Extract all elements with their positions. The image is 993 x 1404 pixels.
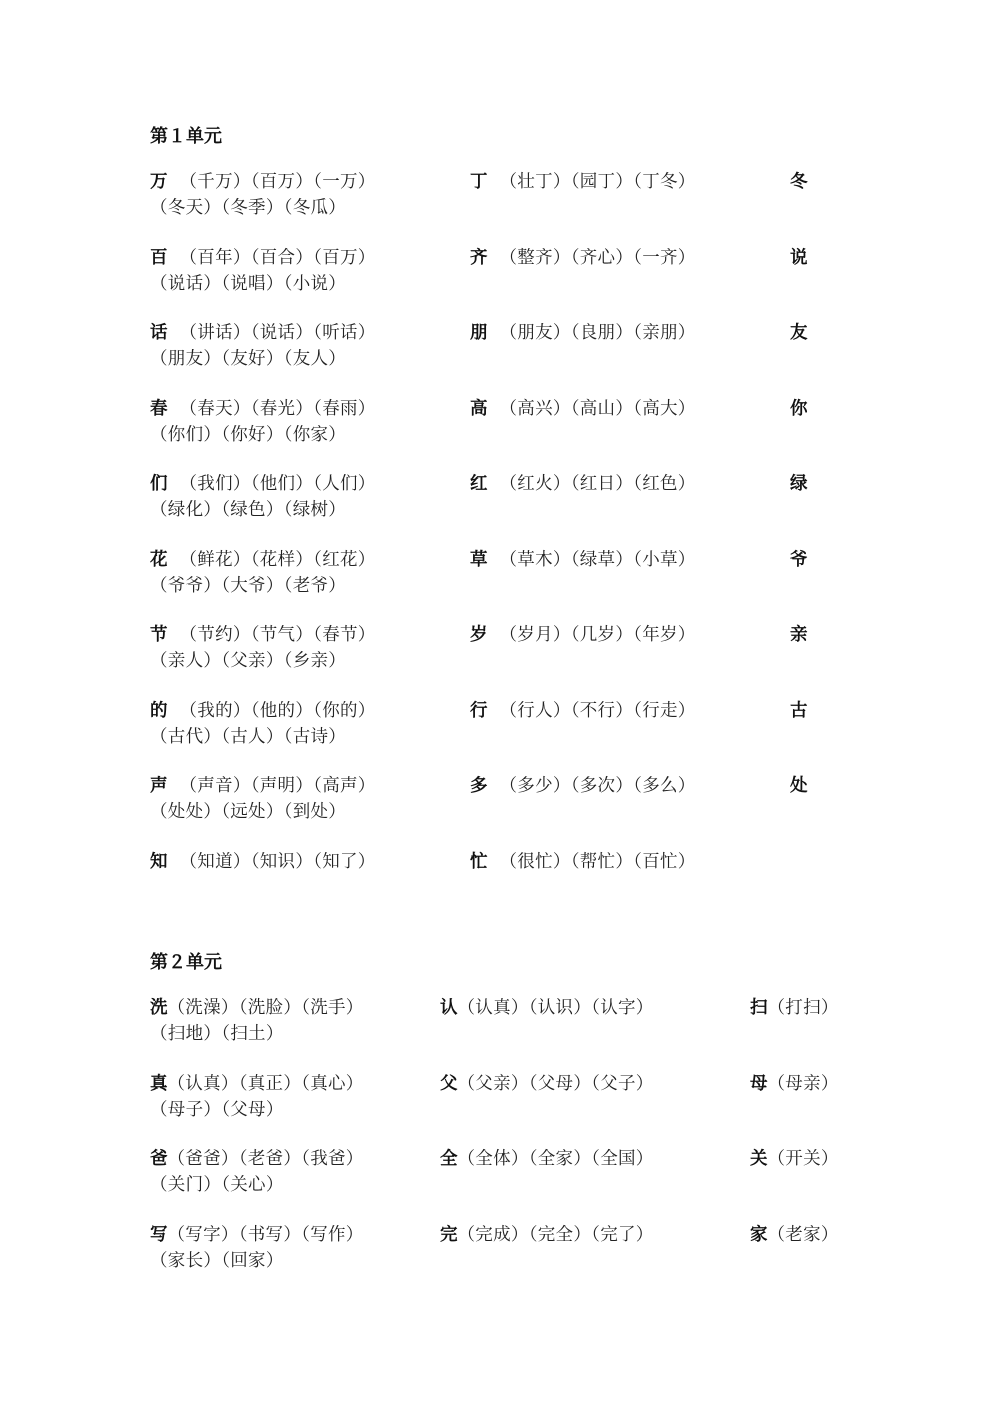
vocab-words: （鲜花）（花样）（红花）	[179, 549, 376, 570]
vocab-entry	[750, 1147, 839, 1171]
vocab-entry	[790, 321, 820, 345]
vocab-entry	[470, 321, 696, 345]
vocab-character: 亲	[790, 625, 808, 645]
vocab-words: （多少）（多次）（多么）	[499, 776, 696, 796]
vocab-character: 话	[150, 323, 168, 343]
vocab-character: 关	[750, 1149, 768, 1169]
vocab-continuation: （亲人）（父亲）（乡亲）	[150, 651, 347, 671]
vocab-character: 朋	[470, 323, 488, 343]
vocab-character: 万	[150, 172, 168, 192]
vocab-character: 写	[150, 1224, 168, 1245]
vocab-entry	[150, 996, 364, 1020]
vocab-words: （岁月）（几岁）（年岁）	[499, 625, 696, 645]
vocab-entry	[150, 623, 376, 647]
vocab-character: 爸	[150, 1149, 168, 1169]
vocab-entry	[750, 1072, 839, 1096]
vocab-character: 完	[440, 1224, 458, 1245]
vocab-continuation: （朋友）（友好）（友人）	[150, 349, 347, 369]
vocab-words: （节约）（节气）（春节）	[179, 625, 376, 645]
vocab-character: 春	[150, 398, 168, 419]
vocab-character: 认	[440, 998, 458, 1018]
vocab-continuation: （说话）（说唱）（小说）	[150, 273, 347, 294]
vocab-entry	[790, 246, 820, 270]
vocab-character: 真	[150, 1073, 168, 1094]
vocab-entry	[790, 472, 820, 496]
vocab-character: 家	[750, 1224, 768, 1245]
vocab-entry	[470, 397, 696, 421]
vocab-entry	[470, 472, 696, 496]
unit-2-title: 第２单元	[150, 952, 222, 973]
vocab-words: （我的）（他的）（你的）	[179, 700, 376, 721]
vocab-entry	[470, 850, 696, 874]
vocab-entry	[440, 1072, 654, 1096]
vocab-character: 母	[750, 1073, 768, 1094]
vocab-continuation: （冬天）（冬季）（冬瓜）	[150, 198, 347, 218]
vocab-entry	[470, 246, 696, 270]
vocab-words: （很忙）（帮忙）（百忙）	[499, 851, 696, 872]
vocab-character: 洗	[150, 998, 168, 1018]
vocab-entry	[150, 548, 376, 572]
vocab-words: （千万）（百万）（一万）	[179, 172, 376, 192]
vocab-entry	[150, 1147, 364, 1171]
vocab-entry	[470, 548, 696, 572]
vocab-entry	[750, 1223, 839, 1247]
vocab-entry	[790, 774, 820, 798]
vocab-words: （母亲）	[767, 1073, 839, 1094]
vocab-words: （认真）（真正）（真心）	[167, 1073, 364, 1094]
vocab-entry	[790, 397, 820, 421]
vocab-words: （洗澡）（洗脸）（洗手）	[167, 998, 364, 1018]
vocab-words: （父亲）（父母）（父子）	[457, 1073, 654, 1094]
vocab-entry	[150, 397, 376, 421]
vocab-entry	[790, 699, 820, 723]
vocab-continuation: （母子）（父母）	[150, 1099, 284, 1120]
vocab-words: （写字）（书写）（写作）	[167, 1224, 364, 1245]
vocab-character: 忙	[470, 851, 488, 872]
vocab-character: 高	[470, 398, 488, 419]
vocab-character: 丁	[470, 172, 488, 192]
vocab-continuation: （爷爷）（大爷）（老爷）	[150, 575, 347, 596]
vocab-continuation: （关门）（关心）	[150, 1175, 284, 1195]
vocab-entry	[150, 321, 376, 345]
vocab-words: （草木）（绿草）（小草）	[499, 549, 696, 570]
vocab-words: （完成）（完全）（完了）	[457, 1224, 654, 1245]
vocab-character: 冬	[790, 172, 808, 192]
vocab-words: （百年）（百合）（百万）	[179, 247, 376, 268]
vocab-entry	[440, 1147, 654, 1171]
vocab-entry	[440, 1223, 654, 1247]
vocab-character: 草	[470, 549, 488, 570]
vocab-entry	[150, 246, 376, 270]
vocab-continuation: （古代）（古人）（古诗）	[150, 726, 347, 747]
vocab-character: 岁	[470, 625, 488, 645]
vocab-words: （爸爸）（老爸）（我爸）	[167, 1149, 364, 1169]
vocab-words: （认真）（认识）（认字）	[457, 998, 654, 1018]
vocab-entry	[150, 1072, 364, 1096]
vocab-character: 齐	[470, 247, 488, 268]
vocab-continuation: （绿化）（绿色）（绿树）	[150, 500, 347, 520]
vocab-entry	[790, 623, 820, 647]
vocab-character: 古	[790, 700, 808, 721]
vocab-continuation: （处处）（远处）（到处）	[150, 802, 347, 822]
vocab-entry	[150, 774, 376, 798]
vocab-words: （老家）	[767, 1224, 839, 1245]
vocab-entry	[750, 996, 839, 1020]
vocab-entry	[470, 699, 696, 723]
vocab-entry	[150, 1223, 364, 1247]
vocab-words: （声音）（声明）（高声）	[179, 776, 376, 796]
vocab-entry	[470, 170, 696, 194]
vocab-entry	[470, 774, 696, 798]
vocab-character: 节	[150, 625, 168, 645]
vocab-continuation: （扫地）（扫土）	[150, 1024, 284, 1044]
vocab-character: 多	[470, 776, 488, 796]
vocab-character: 爷	[790, 549, 808, 570]
vocab-character: 绿	[790, 474, 808, 494]
vocab-entry	[150, 472, 376, 496]
vocab-character: 花	[150, 549, 168, 570]
vocab-character: 友	[790, 323, 808, 343]
vocab-entry	[150, 170, 376, 194]
vocab-character: 红	[470, 474, 488, 494]
vocab-character: 们	[150, 474, 168, 494]
vocab-entry	[790, 548, 820, 572]
vocab-continuation: （家长）（回家）	[150, 1250, 284, 1271]
vocab-character: 说	[790, 247, 808, 268]
vocab-words: （行人）（不行）（行走）	[499, 700, 696, 721]
vocab-character: 知	[150, 851, 168, 872]
vocab-entry	[790, 170, 820, 194]
vocab-character: 你	[790, 398, 808, 419]
vocab-entry	[150, 699, 376, 723]
vocab-character: 扫	[750, 998, 768, 1018]
vocab-character: 的	[150, 700, 168, 721]
vocab-words: （春天）（春光）（春雨）	[179, 398, 376, 419]
vocab-continuation: （你们）（你好）（你家）	[150, 424, 347, 445]
vocab-entry	[440, 996, 654, 1020]
vocab-character: 行	[470, 700, 488, 721]
vocab-words: （壮丁）（园丁）（丁冬）	[499, 172, 696, 192]
vocab-entry	[470, 623, 696, 647]
vocab-words: （讲话）（说话）（听话）	[179, 323, 376, 343]
vocab-character: 父	[440, 1073, 458, 1094]
unit-1-title: 第１单元	[150, 126, 222, 147]
vocab-character: 百	[150, 247, 168, 268]
vocab-words: （知道）（知识）（知了）	[179, 851, 376, 872]
vocab-character: 处	[790, 776, 808, 796]
vocab-words: （开关）	[767, 1149, 839, 1169]
vocab-entry	[150, 850, 376, 874]
vocab-words: （全体）（全家）（全国）	[457, 1149, 654, 1169]
vocab-words: （朋友）（良朋）（亲朋）	[499, 323, 696, 343]
vocab-character: 全	[440, 1149, 458, 1169]
vocab-words: （打扫）	[767, 998, 839, 1018]
vocab-words: （我们）（他们）（人们）	[179, 474, 376, 494]
vocab-words: （高兴）（高山）（高大）	[499, 398, 696, 419]
vocab-words: （整齐）（齐心）（一齐）	[499, 247, 696, 268]
vocab-character: 声	[150, 776, 168, 796]
vocab-words: （红火）（红日）（红色）	[499, 474, 696, 494]
